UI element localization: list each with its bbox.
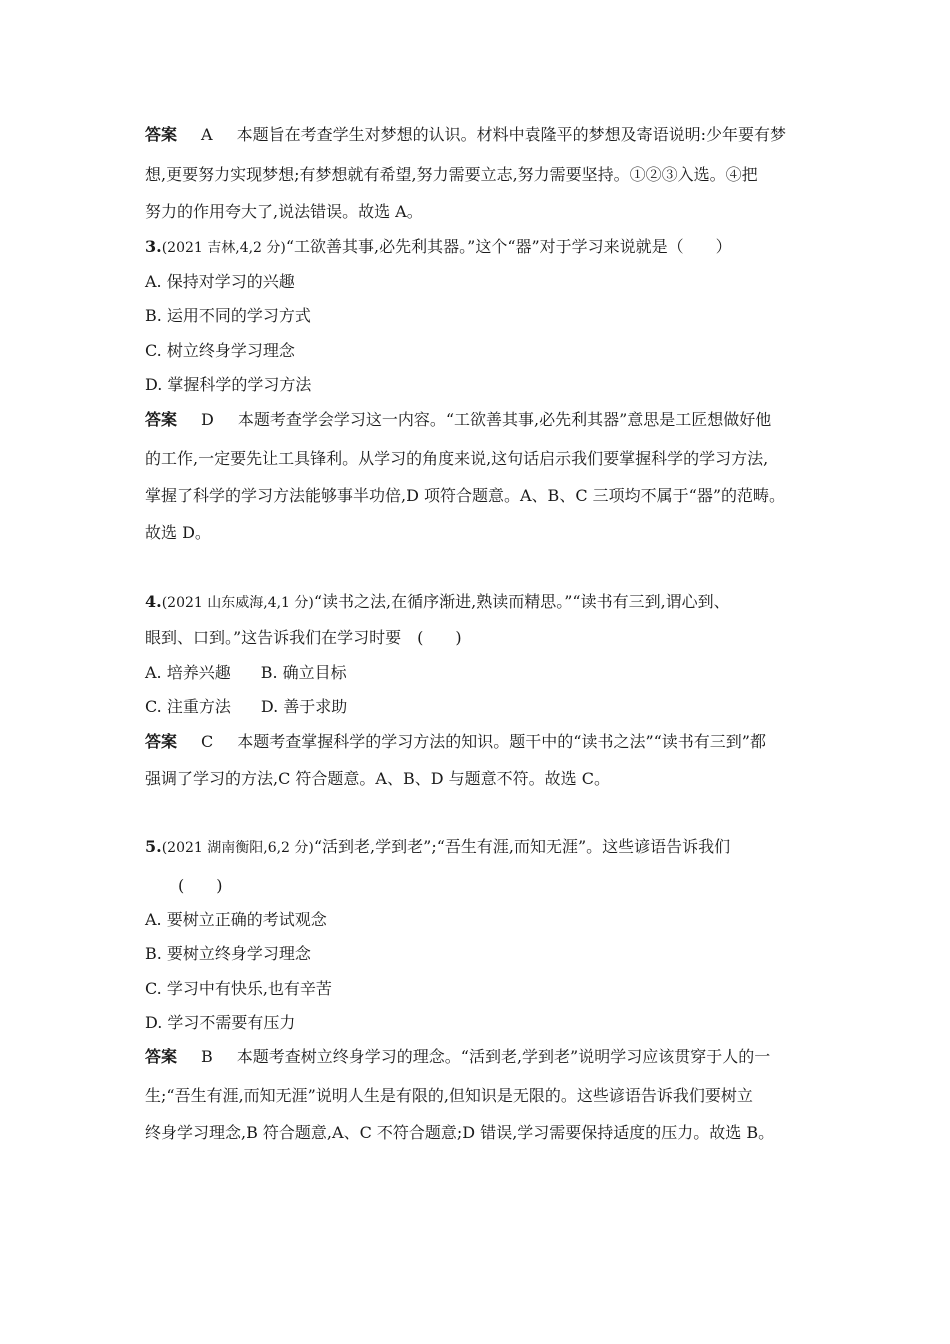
question-number: 3. xyxy=(145,237,162,256)
q4-option-b: B. 确立目标 xyxy=(260,663,347,682)
answer-text: 本题考查学会学习这一内容。“工欲善其事,必先利其器”意思是工匠想做好他 xyxy=(237,410,772,429)
q5-option-a: A. 要树立正确的考试观念 xyxy=(145,910,327,929)
answer-label: 答案 xyxy=(145,1047,178,1066)
answer-text: 本题考查掌握科学的学习方法的知识。题干中的“读书之法”“读书有三到”都 xyxy=(237,732,766,751)
q2-answer-line-2: 想,更要努力实现梦想;有梦想就有希望,努力需要立志,努力需要坚持。①②③入选。④把 xyxy=(145,165,758,184)
q5-stem-line-2: ( ) xyxy=(178,876,223,895)
q4-options-row-1 xyxy=(145,663,810,683)
q5-stem-line-1 xyxy=(145,837,810,858)
q3-option-d: D. 掌握科学的学习方法 xyxy=(145,375,312,394)
q4-stem-line-1 xyxy=(145,592,810,613)
answer-letter: B xyxy=(201,1047,213,1066)
question-number: 5. xyxy=(145,837,162,856)
q3-option-a: A. 保持对学习的兴趣 xyxy=(145,272,295,291)
q2-answer-line-1 xyxy=(145,125,810,145)
q5-answer-line-1 xyxy=(145,1047,810,1067)
q4-answer-line-1 xyxy=(145,732,810,752)
q3-answer-line-1 xyxy=(145,410,810,430)
q5-answer-line-2: 生;“吾生有涯,而知无涯”说明人生是有限的,但知识是无限的。这些谚语告诉我们要树立 xyxy=(145,1086,753,1105)
question-stem: “读书之法,在循序渐进,熟读而精思。”“读书有三到,谓心到、 xyxy=(313,592,730,611)
q4-stem-line-2: 眼到、口到。”这告诉我们在学习时要 ( ) xyxy=(145,628,462,647)
answer-label: 答案 xyxy=(145,125,178,144)
question-source: (2021 山东威海,4,1 分) xyxy=(161,595,314,611)
q3-stem xyxy=(145,237,810,258)
q5-option-c: C. 学习中有快乐,也有辛苦 xyxy=(145,979,332,998)
q4-answer-line-2: 强调了学习的方法,C 符合题意。A、B、D 与题意不符。故选 C。 xyxy=(145,769,610,788)
q4-options-row-2 xyxy=(145,697,810,717)
question-stem: “活到老,学到老”;“吾生有涯,而知无涯”。这些谚语告诉我们 xyxy=(313,837,731,856)
answer-letter: D xyxy=(201,410,214,429)
question-stem: “工欲善其事,必先利其器。”这个“器”对于学习来说就是（ ） xyxy=(285,237,732,256)
question-source: (2021 湖南衡阳,6,2 分) xyxy=(161,840,314,856)
q5-option-d: D. 学习不需要有压力 xyxy=(145,1013,296,1032)
answer-label: 答案 xyxy=(145,732,178,751)
question-number: 4. xyxy=(145,592,162,611)
q3-answer-line-2: 的工作,一定要先让工具锋利。从学习的角度来说,这句话启示我们要掌握科学的学习方法, xyxy=(145,449,769,468)
q4-option-a: A. 培养兴趣 xyxy=(145,663,231,682)
q3-option-b: B. 运用不同的学习方式 xyxy=(145,306,311,325)
answer-letter: A xyxy=(201,125,213,144)
q4-option-c: C. 注重方法 xyxy=(145,697,231,716)
q3-answer-line-4: 故选 D。 xyxy=(145,523,211,542)
q5-answer-line-3: 终身学习理念,B 符合题意,A、C 不符合题意;D 错误,学习需要保持适度的压力。故选 B。 xyxy=(145,1123,775,1142)
answer-label: 答案 xyxy=(145,410,178,429)
answer-text: 本题考查树立终身学习的理念。“活到老,学到老”说明学习应该贯穿于人的一 xyxy=(236,1047,771,1066)
q3-answer-line-3: 掌握了科学的学习方法能够事半功倍,D 项符合题意。A、B、C 三项均不属于“器”的范畴。 xyxy=(145,486,786,505)
q2-answer-line-3: 努力的作用夸大了,说法错误。故选 A。 xyxy=(145,202,423,221)
question-source: (2021 吉林,4,2 分) xyxy=(161,240,286,256)
q4-option-d: D. 善于求助 xyxy=(260,697,348,716)
answer-text: 本题旨在考查学生对梦想的认识。材料中袁隆平的梦想及寄语说明:少年要有梦 xyxy=(236,125,786,144)
q3-option-c: C. 树立终身学习理念 xyxy=(145,341,295,360)
q5-option-b: B. 要树立终身学习理念 xyxy=(145,944,311,963)
answer-letter: C xyxy=(201,732,214,751)
